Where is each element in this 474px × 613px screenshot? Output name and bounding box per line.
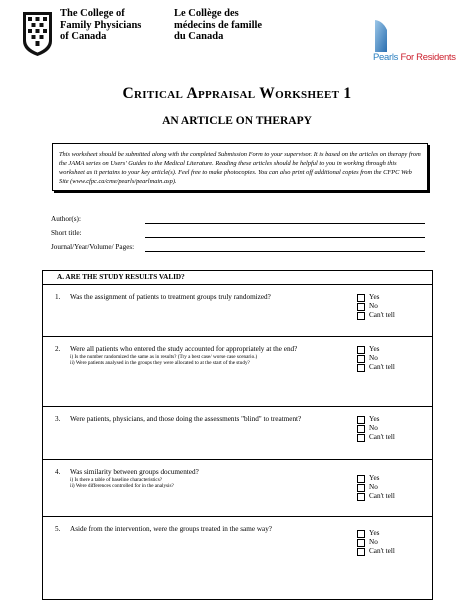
yes-checkbox[interactable]	[357, 530, 365, 538]
cant-tell-label: Can't tell	[369, 433, 395, 441]
question-number: 3.	[55, 415, 61, 423]
question-subpoint: i) Is there a table of baseline characteristics?	[70, 477, 163, 483]
yes-label: Yes	[369, 529, 380, 537]
row-divider	[43, 336, 432, 337]
question-subpoint: ii) Were patients analysed in the groups they were allocated to at the start of the study?	[70, 360, 250, 366]
for-residents-word: For Residents	[400, 52, 456, 63]
question-number: 4.	[55, 468, 61, 476]
org-en-line: Family Physicians	[60, 19, 142, 31]
yes-checkbox[interactable]	[357, 346, 365, 354]
worksheet-subtitle: AN ARTICLE ON THERAPY	[162, 115, 312, 127]
no-checkbox[interactable]	[357, 355, 365, 363]
no-checkbox[interactable]	[357, 303, 365, 311]
row-divider	[43, 406, 432, 407]
short-title-label: Short title:	[51, 229, 82, 237]
question-text: Aside from the intervention, were the groups treated in the same way?	[70, 525, 272, 533]
yes-checkbox[interactable]	[357, 416, 365, 424]
row-divider	[43, 459, 432, 460]
yes-checkbox[interactable]	[357, 475, 365, 483]
short-title-input-line[interactable]	[145, 237, 425, 238]
journal-input-line[interactable]	[145, 251, 425, 252]
cant-tell-label: Can't tell	[369, 492, 395, 500]
org-fr-line: du Canada	[174, 31, 224, 42]
section-a-heading: A. ARE THE STUDY RESULTS VALID?	[43, 271, 432, 285]
instructions-box: This worksheet should be submitted along with the completed Submission Form to your supervisor. It is based on the articles on therapy from the JAMA series on Users' Guides to the Medical Literature. Reading these articles should be helpful to you in working through this worksheet as it pertains to your key article(s). Feel free to make photocopies. You can also print off additional copies from the CFPC Web Site (www.cfpc.ca/cme/pearls/pearlmain.asp).	[52, 143, 428, 191]
authors-label: Author(s):	[51, 215, 81, 223]
row-divider	[43, 516, 432, 517]
org-fr-line: Le Collège des	[174, 8, 239, 19]
no-label: No	[369, 302, 378, 310]
question-text: Were all patients who entered the study accounted for appropriately at the end?	[70, 345, 298, 353]
no-label: No	[369, 424, 378, 432]
cant-tell-checkbox[interactable]	[357, 364, 365, 372]
no-checkbox[interactable]	[357, 539, 365, 547]
org-en-line: of Canada	[60, 31, 107, 42]
worksheet-title	[0, 85, 474, 103]
cant-tell-checkbox[interactable]	[357, 434, 365, 442]
org-fr-line: médecins de famille	[174, 19, 263, 31]
question-subpoint: i) Is the number randomized the same as in results? (Try a best case/ worse case scenario.)	[70, 354, 258, 360]
pearls-word: Pearls	[373, 52, 399, 63]
cant-tell-label: Can't tell	[369, 547, 395, 555]
cant-tell-checkbox[interactable]	[357, 312, 365, 320]
yes-checkbox[interactable]	[357, 294, 365, 302]
yes-label: Yes	[369, 293, 380, 301]
question-subpoint: ii) Were differences controlled for in the analysis?	[70, 483, 174, 489]
college-name-english	[60, 8, 141, 43]
no-label: No	[369, 354, 378, 362]
no-label: No	[369, 483, 378, 491]
no-checkbox[interactable]	[357, 484, 365, 492]
cfpc-crest-logo	[22, 11, 53, 57]
question-text: Were patients, physicians, and those doing the assessments "blind" to treatment?	[70, 415, 302, 423]
section-a-table	[42, 270, 433, 600]
yes-label: Yes	[369, 415, 380, 423]
authors-input-line[interactable]	[145, 223, 425, 224]
question-text: Was the assignment of patients to treatment groups truly randomized?	[70, 293, 271, 301]
cant-tell-checkbox[interactable]	[357, 548, 365, 556]
college-name-french	[174, 8, 262, 43]
cant-tell-label: Can't tell	[369, 311, 395, 319]
yes-label: Yes	[369, 345, 380, 353]
cant-tell-label: Can't tell	[369, 363, 395, 371]
question-text: Was similarity between groups documented?	[70, 468, 199, 476]
no-label: No	[369, 538, 378, 546]
question-number: 5.	[55, 525, 61, 533]
no-checkbox[interactable]	[357, 425, 365, 433]
cant-tell-checkbox[interactable]	[357, 493, 365, 501]
question-number: 1.	[55, 293, 61, 301]
pearls-for-residents-logo	[373, 52, 456, 63]
journal-label: Journal/Year/Volume/ Pages:	[51, 243, 135, 251]
org-en-line: The College of	[60, 8, 125, 19]
title-text: Critical Appraisal Worksheet 1	[122, 85, 352, 102]
question-number: 2.	[55, 345, 61, 353]
yes-label: Yes	[369, 474, 380, 482]
